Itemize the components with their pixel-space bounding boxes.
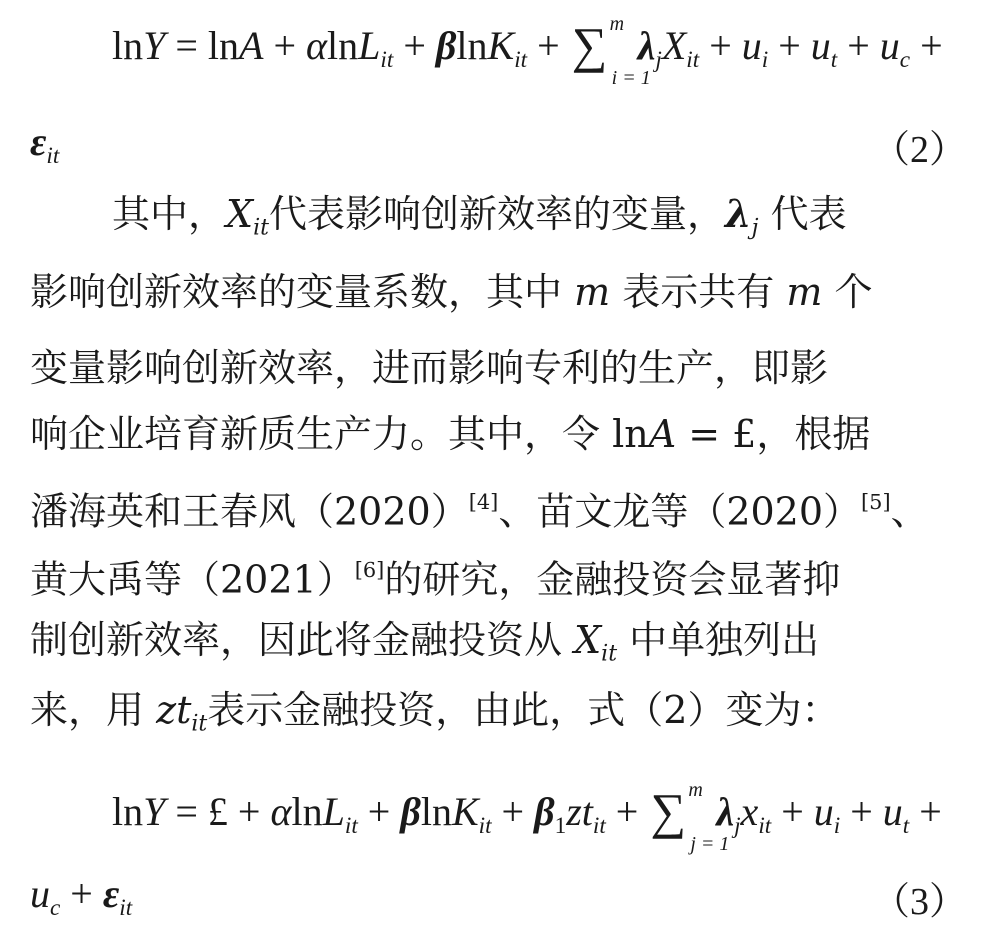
equation-2-number: （2）	[871, 129, 967, 171]
equation-2-line-2: $\varepsilon_{it}$	[30, 119, 60, 170]
paragraph-line-4: 响企业培育新质生产力。其中，令 lnA = £，根据	[30, 412, 871, 456]
paragraph-line-7: 制创新效率，因此将金融投资从 $X_{it}$ 中单独列出	[30, 618, 820, 667]
summation-symbol: ∑ m j = 1	[650, 779, 730, 855]
paragraph-line-8: 来，用 $zt_{it}$表示金融投资，由此，式（2）变为：	[30, 688, 840, 737]
paragraph-line-5: 潘海英和王春风（2020）[4]、苗文龙等（2020）[5]、	[30, 489, 929, 534]
summation-symbol: ∑ m i = 1	[571, 13, 651, 89]
paragraph-line-2: 影响创新效率的变量系数，其中 m 表示共有 m 个	[30, 270, 873, 314]
equation-3-line-2: $u_c + \varepsilon_{it}$	[30, 871, 133, 922]
equation-3-number: （3）	[871, 881, 967, 923]
equation-3-line-1: lnY = £ + $\alpha\ln L_{it} + \beta\ln K_{it} + \beta_1zt_{it}$ + ∑ m j = 1 $\lambda_jx_{it} + u_i + u_t$ +	[112, 779, 942, 855]
paragraph-line-3: 变量影响创新效率，进而影响专利的生产，即影	[30, 346, 829, 390]
equation-2-line-1: lnY = lnA + αlnL$_{it}$ + βlnK$_{it}$ + ∑ m i = 1 $\lambda_jX_{it} + u_i + u_t + u_c$ +	[112, 13, 943, 89]
paragraph-line-6: 黄大禹等（2021）[6]的研究，金融投资会显著抑	[30, 557, 841, 602]
paragraph-line-1: 其中，$X_{it}$代表影响创新效率的变量，$\lambda_j$ 代表	[112, 191, 847, 241]
